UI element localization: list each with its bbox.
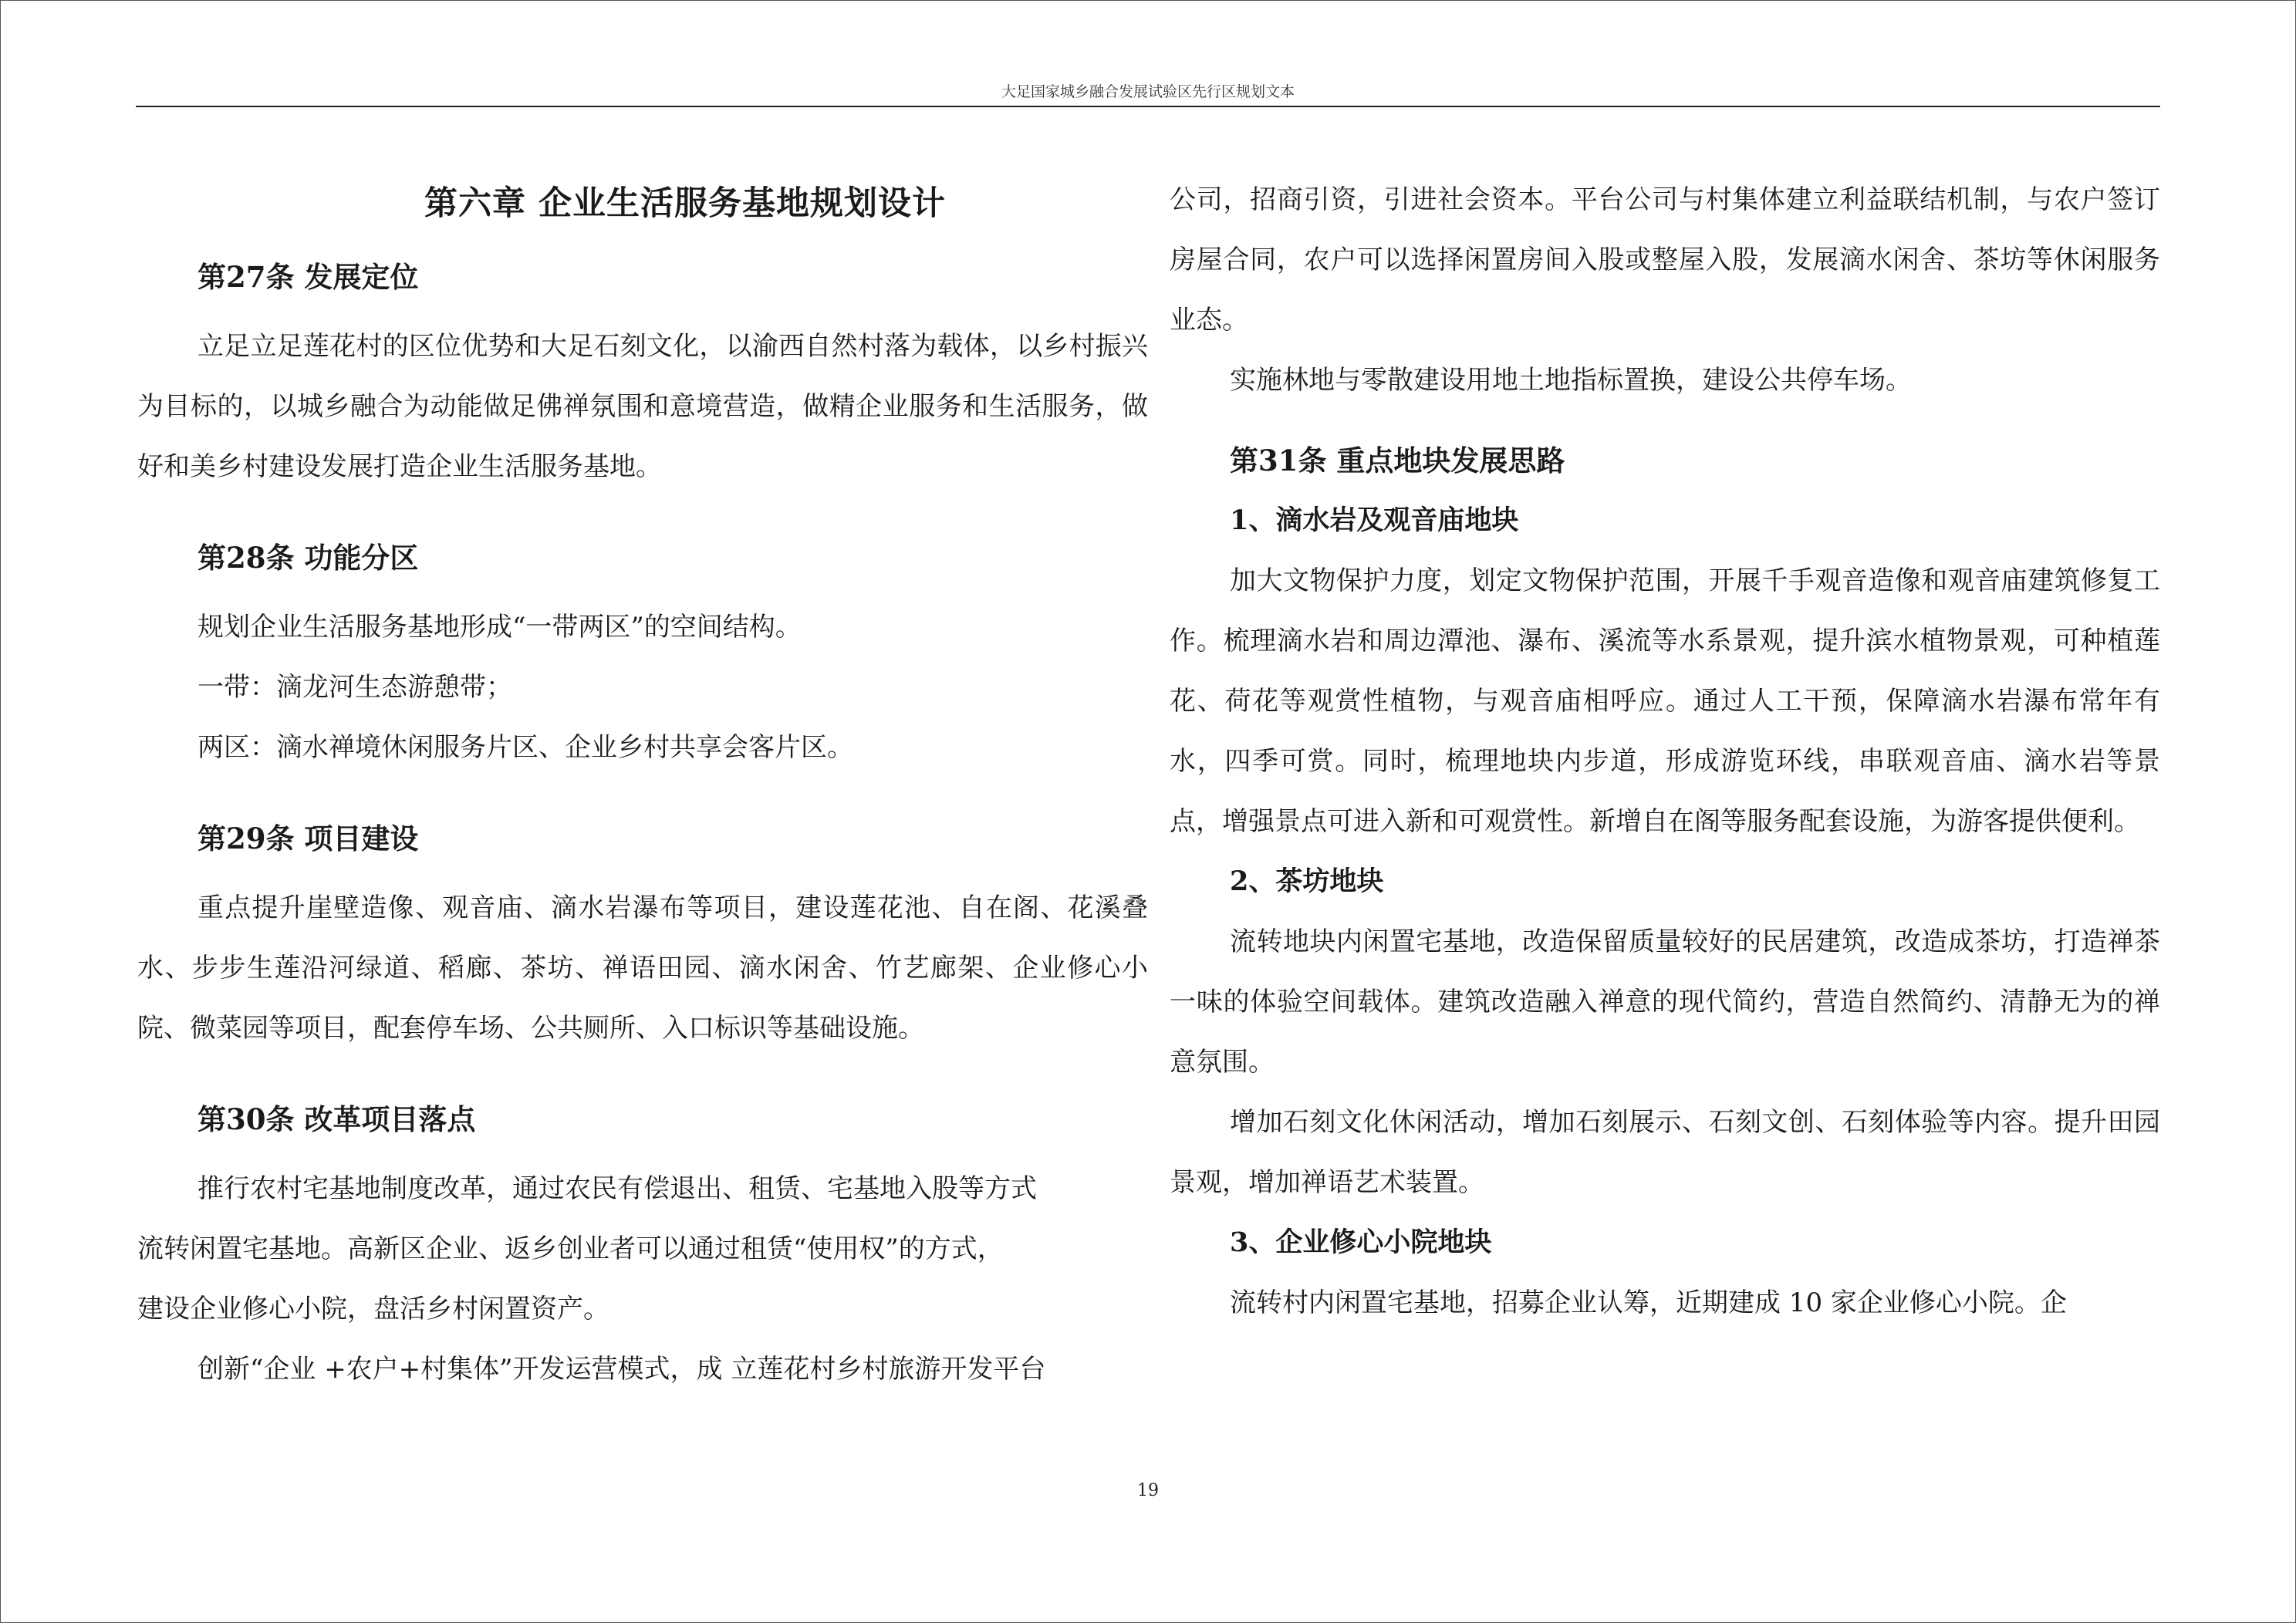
- section-2-paragraph-1: 流转地块内闲置宅基地，改造保留质量较好的民居建筑，改造成茶坊，打造禅茶一味的体验空间载体。建筑改造融入禅意的现代简约，营造自然简约、清静无为的禅意氛围。: [1170, 926, 2160, 1078]
- section-3-paragraph: 流转村内闲置宅基地，招募企业认筹，近期建成 10 家企业修心小院。企: [1230, 1287, 2067, 1318]
- article-28-line-3: 两区：滴水禅境休闲服务片区、企业乡村共享会客片区。: [198, 732, 853, 763]
- article-30-heading: 第30条 改革项目落点: [198, 1102, 476, 1136]
- left-column: [137, 170, 1148, 1399]
- right-column: [1170, 170, 2160, 1333]
- article-30-line-3: 建设企业修心小院，盘活乡村闲置资产。: [137, 1294, 609, 1324]
- article-28-line-2: 一带：滴龙河生态游憩带；: [198, 672, 512, 703]
- article-30-line-4: 创新“企业 +农户+村集体”开发运营模式，成 立莲花村乡村旅游开发平台: [198, 1354, 1046, 1385]
- continued-paragraph: 公司，招商引资，引进社会资本。平台公司与村集体建立利益联结机制，与农户签订房屋合同，农户可以选择闲置房间入股或整屋入股，发展滴水闲舍、茶坊等休闲服务业态。: [1170, 184, 2160, 336]
- section-3-heading: 3、企业修心小院地块: [1230, 1227, 1492, 1258]
- article-29-paragraph: 重点提升崖壁造像、观音庙、滴水岩瀑布等项目，建设莲花池、自在阁、花溪叠水、步步生莲沿河绿道、稻廊、茶坊、禅语田园、滴水闲舍、竹艺廊架、企业修心小院、微菜园等项目，配套停车场、公共厕所、入口标识等基础设施。: [137, 892, 1148, 1044]
- page-number: 19: [1137, 1481, 1159, 1500]
- article-28-heading: 第28条 功能分区: [198, 541, 419, 575]
- article-31-heading: 第31条 重点地块发展思路: [1230, 444, 1565, 477]
- chapter-title: 第六章 企业生活服务基地规划设计: [424, 184, 946, 223]
- section-1-heading: 1、滴水岩及观音庙地块: [1230, 504, 1519, 536]
- section-2-paragraph-2: 增加石刻文化休闲活动，增加石刻展示、石刻文创、石刻体验等内容。提升田园景观，增加禅语艺术装置。: [1170, 1107, 2160, 1198]
- article-28-line-1: 规划企业生活服务基地形成“一带两区”的空间结构。: [198, 612, 802, 643]
- article-30-line-2: 流转闲置宅基地。高新区企业、返乡创业者可以通过租赁“使用权”的方式，: [137, 1233, 1004, 1264]
- article-29-heading: 第29条 项目建设: [198, 822, 419, 855]
- section-1-paragraph: 加大文物保护力度，划定文物保护范围，开展千手观音造像和观音庙建筑修复工作。梳理滴水岩和周边潭池、瀑布、溪流等水系景观，提升滨水植物景观，可种植莲花、荷花等观赏性植物，与观音庙相呼应。通过人工干预，保障滴水岩瀑布常年有水，四季可赏。同时，梳理地块内步道，形成游览环线，串联观音庙、滴水岩等景点，增强景点可进入新和可观赏性。新增自在阁等服务配套设施，为游客提供便利。: [1170, 565, 2160, 837]
- running-header: 大足国家城乡融合发展试验区先行区规划文本: [1001, 83, 1295, 100]
- header-rule: [136, 106, 2160, 107]
- parking-paragraph: 实施林地与零散建设用地土地指标置换，建设公共停车场。: [1230, 365, 1912, 396]
- article-27-paragraph: 立足立足莲花村的区位优势和大足石刻文化，以渝西自然村落为载体，以乡村振兴为目标的，以城乡融合为动能做足佛禅氛围和意境营造，做精企业服务和生活服务，做好和美乡村建设发展打造企业生活服务基地。: [137, 331, 1148, 482]
- article-30-line-1: 推行农村宅基地制度改革，通过农民有偿退出、租赁、宅基地入股等方式: [198, 1173, 1037, 1204]
- article-27-heading: 第27条 发展定位: [198, 260, 419, 294]
- section-2-heading: 2、茶坊地块: [1230, 865, 1384, 897]
